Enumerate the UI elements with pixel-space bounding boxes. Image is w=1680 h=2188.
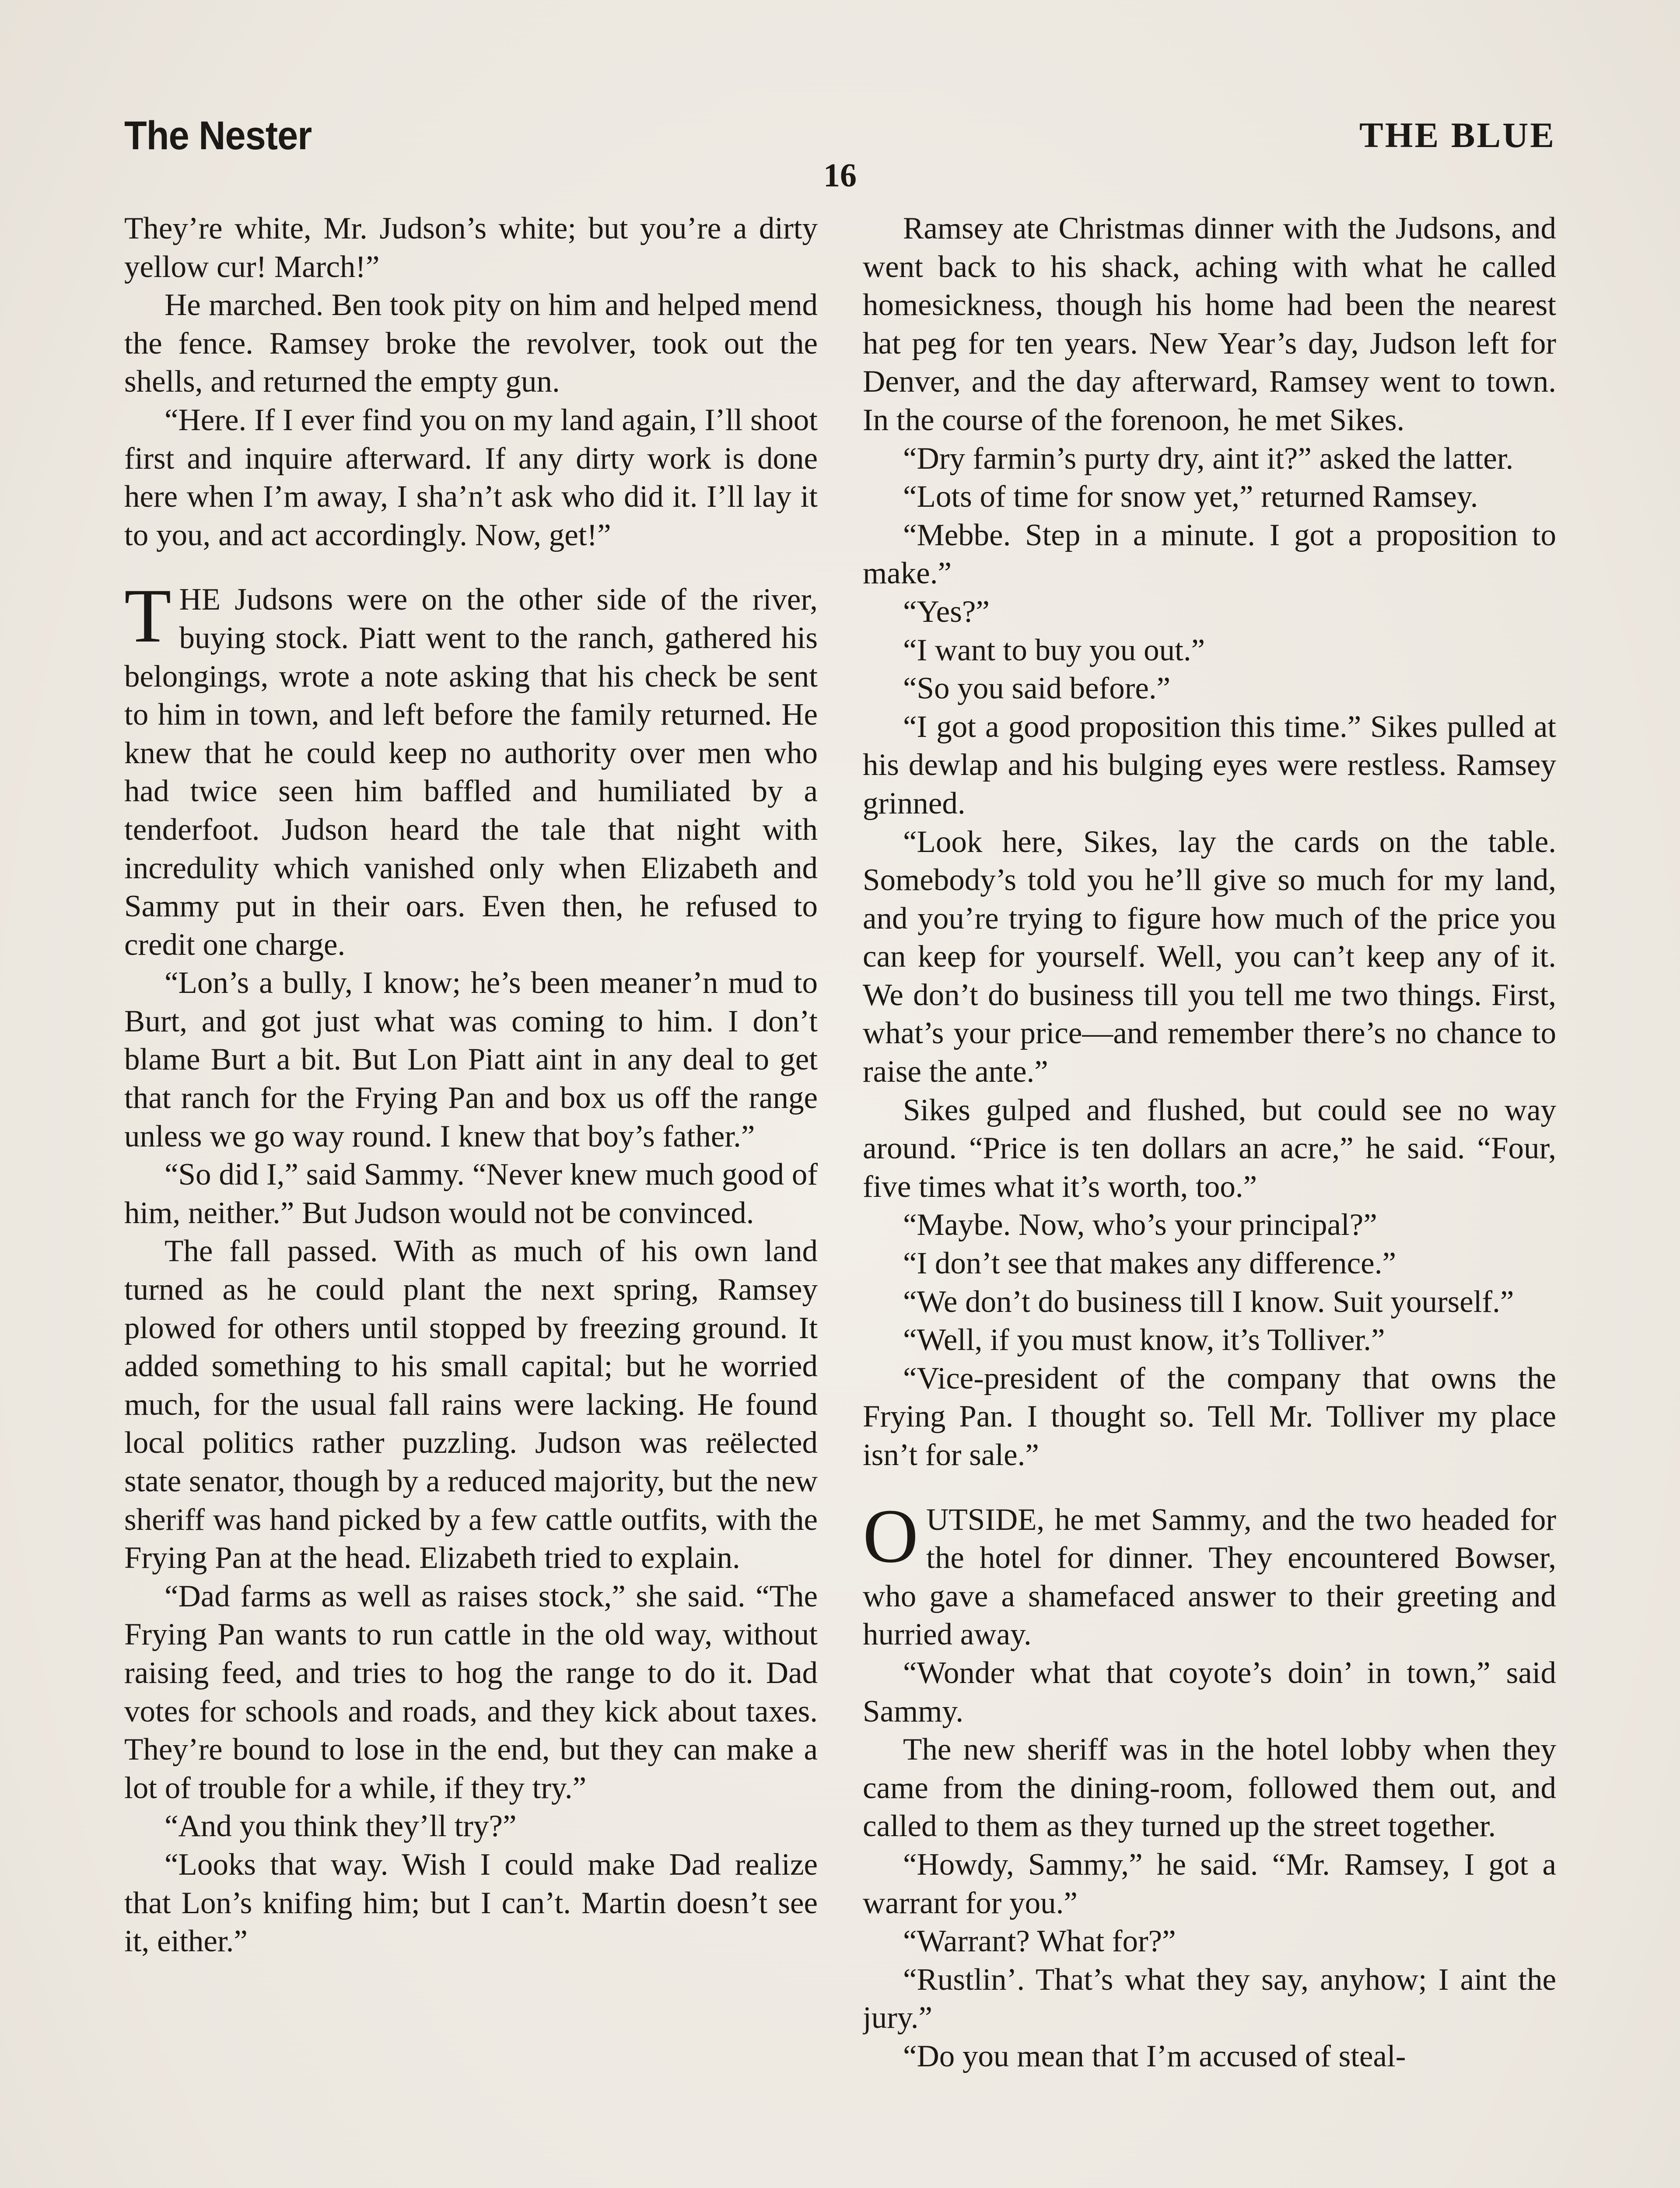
paragraph: The new sheriff was in the hotel lobby when they came from the dining-room, followed them out, and called to them as they turned up the street together. [863, 1732, 1556, 1844]
paragraph: “Wonder what that coyote’s doin’ in town,” said Sammy. [863, 1655, 1556, 1729]
section-lead-text: HE Judsons were on the other side of [179, 582, 687, 617]
paragraph: “Vice-president of the company that owns the Frying Pan. I thought so. Tell Mr. Tolliver my place isn’t for sale.” [863, 1361, 1556, 1472]
paragraph: “So did I,” said Sammy. “Never knew much good of him, neither.” But Judson would not be convinced. [124, 1157, 818, 1230]
paragraph: “Mebbe. Step in a minute. I got a proposition to make.” [863, 518, 1556, 591]
paragraph: “Rustlin’. That’s what they say, anyhow; I aint the jury.” [863, 1962, 1556, 2035]
drop-cap: O [863, 1493, 919, 1579]
paragraph: “Look here, Sikes, lay the cards on the table. Somebody’s told you he’ll give so much for my land, and you’re trying to figure how much of the price you can keep for yourself. Well, you can’t keep any of it. We don’t do business till you tell me two things. First, what’s your price—and remember there’s no chance to raise the ante.” [863, 824, 1556, 1089]
paragraph: “Well, if you must know, it’s Tolliver.” [903, 1323, 1385, 1357]
paragraph: “Lon’s a bully, I know; he’s been meaner’n mud to Burt, and got just what was coming to him. I don’t blame Burt a bit. But Lon Piatt aint in any deal to get that ranch for the Frying Pan and box us off the range unless we go way round. I knew that boy’s father.” [124, 966, 818, 1154]
paragraph: Sikes gulped and flushed, but could see no way around. “Price is ten dollars an acre,” he said. “Four, five times what it’s worth, too.” [863, 1093, 1556, 1204]
paragraph: “Do you mean that I’m accused of steal- [903, 2039, 1406, 2073]
paragraph: “Yes?” [903, 594, 990, 629]
paragraph: “So you said before.” [903, 671, 1171, 706]
paragraph: “Here. If I ever find you on my land again, I’ll shoot first and inquire afterward. If any dirty work is done here when I’m away, I sha’n’t ask who did it. I’ll lay it to you, and act accordingly. Now, get!” [124, 403, 818, 552]
paragraph: They’re white, Mr. Judson’s white; but you’re a dirty yellow cur! March!” [124, 211, 818, 284]
story-title-header: The Nester [124, 113, 312, 158]
page-number: 16 [823, 157, 857, 194]
paragraph: “And you think they’ll try?” [164, 1809, 517, 1844]
paragraph: “Dry farmin’s purty dry, aint it?” asked the latter. [903, 441, 1514, 476]
paragraph: “I don’t see that makes any difference.” [903, 1246, 1396, 1281]
section-lead-text: UTSIDE, he met Sammy, and the two [926, 1502, 1412, 1537]
right-column [863, 210, 1556, 2188]
paragraph: “Howdy, Sammy,” he said. “Mr. Ramsey, I got a warrant for you.” [863, 1847, 1556, 1920]
paragraph: “Lots of time for snow yet,” returned Ramsey. [903, 480, 1478, 514]
drop-cap: T [124, 573, 172, 659]
paragraph: “I got a good proposition this time.” Sikes pulled at his dewlap and his bulging eyes were restless. Ramsey grinned. [863, 709, 1556, 820]
section-body-text: the river, buying stock. Piatt went to the ranch, gathered his belongings, wrote a note asking that his check be sent to him in town, and left before the family returned. He knew that he could keep no authority over men who had twice seen him baffled and humiliated by a tenderfoot. Judson heard the tale that night with incredulity which vanished only when Elizabeth and Sammy put in their oars. Even then, he refused to credit one charge. [124, 582, 818, 962]
paragraph: Ramsey ate Christmas dinner with the Judsons, and went back to his shack, aching with what he called homesickness, though his home had been the nearest hat peg for ten years. New Year’s day, Judson left for Denver, and the day afterward, Ramsey went to town. In the course of the forenoon, he met Sikes. [863, 211, 1556, 437]
section-opening-paragraph [863, 1493, 1556, 1654]
left-column [124, 210, 818, 2188]
paragraph: “Dad farms as well as raises stock,” she said. “The Frying Pan wants to run cattle in the old way, without raising feed, and tries to hog the range to do it. Dad votes for schools and roads, and they kick about taxes. They’re bound to lose in the end, but they can make a lot of trouble for a while, if they try.” [124, 1579, 818, 1805]
paragraph: “We don’t do business till I know. Suit yourself.” [903, 1284, 1514, 1319]
magazine-title-header: THE BLUE [1359, 115, 1556, 155]
section-opening-paragraph [124, 573, 818, 964]
paragraph: “Looks that way. Wish I could make Dad realize that Lon’s knifing him; but I can’t. Martin doesn’t see it, either.” [124, 1847, 818, 1959]
paragraph: He marched. Ben took pity on him and helped mend the fence. Ramsey broke the revolver, took out the shells, and returned the empty gun. [124, 288, 818, 399]
paragraph: The fall passed. With as much of his own land turned as he could plant the next spring, Ramsey plowed for others until stopped by freezing ground. It added something to his small capital; but he worried much, for the usual fall rains were lacking. He found local politics rather puzzling. Judson was reëlected state senator, though by a reduced majority, but the new sheriff was hand picked by a few cattle outfits, with the Frying Pan at the head. Elizabeth tried to explain. [124, 1234, 818, 1575]
paragraph: “I want to buy you out.” [903, 633, 1205, 667]
paragraph: “Warrant? What for?” [903, 1924, 1176, 1959]
section-body-text: headed for the hotel for dinner. They encountered Bowser, who gave a shamefaced answer to their greeting and hurried away. [863, 1502, 1556, 1652]
paragraph: “Maybe. Now, who’s your principal?” [903, 1208, 1377, 1242]
